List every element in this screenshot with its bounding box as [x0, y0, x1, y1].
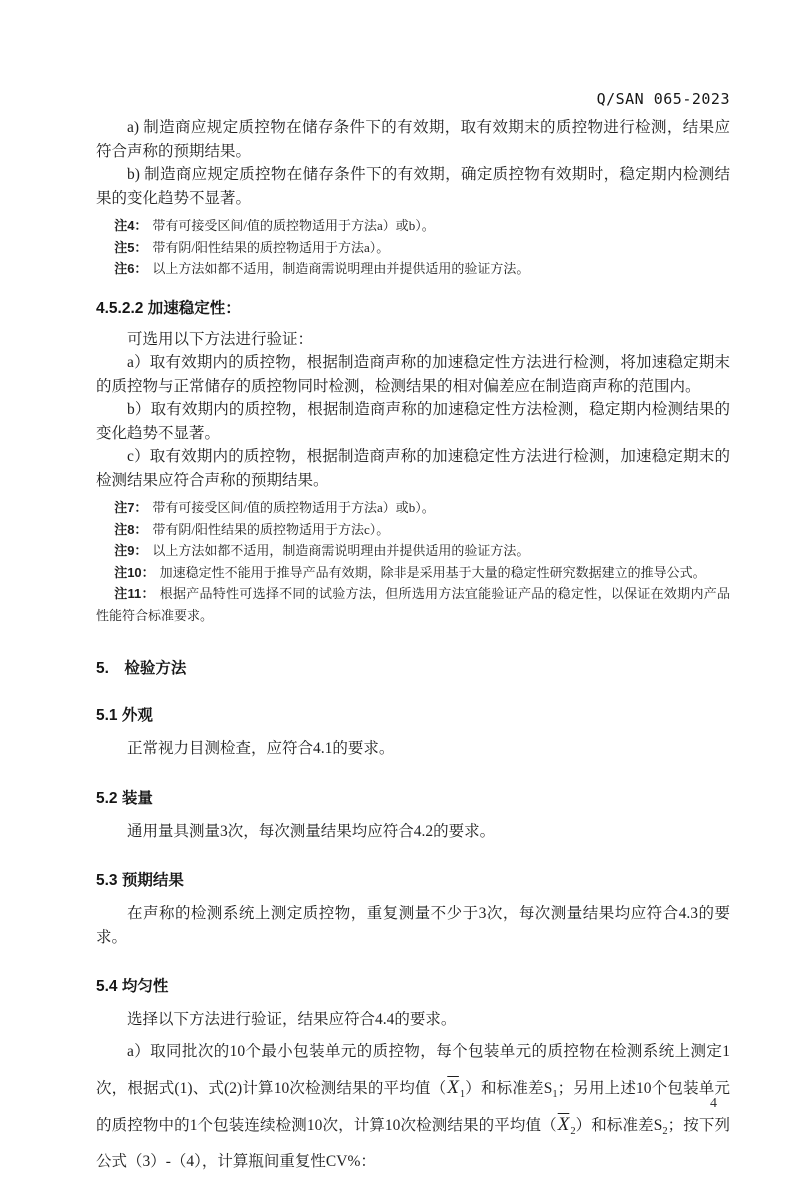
- formula-text-2: ）和标准差S: [465, 1079, 553, 1097]
- note-11-text: 根据产品特性可选择不同的试验方法，但所选用方法宜能验证产品的稳定性，以保证在效期内产品性能符合标准要求。: [96, 586, 730, 623]
- page-number: 4: [710, 1096, 717, 1111]
- clause-5-2-body: 通用量具测量3次，每次测量结果均应符合4.2的要求。: [127, 822, 496, 840]
- xbar-1-symbol: [446, 1076, 466, 1100]
- note-8-text: 带有阴/阳性结果的质控物适用于方法c）。: [152, 521, 390, 537]
- xbar-2-subscript: 2: [570, 1125, 576, 1137]
- clause-4521-item-b: b) 制造商应规定质控物在储存条件下的有效期，确定质控物有效期时，稳定期内检测结果的变化趋势不显著。: [96, 166, 730, 207]
- note-9-text: 以上方法如都不适用，制造商需说明理由并提供适用的验证方法。: [152, 543, 530, 558]
- page-header: [96, 90, 730, 108]
- formula-text-3: ；另用上述10个包装单元的质控物中的1个包装连续检测10次，计算10次检测结果的平均值（: [96, 1079, 730, 1134]
- notes-group-accelerated: [96, 497, 730, 626]
- note-6: [96, 258, 730, 280]
- clause-5-3-body: 在声称的检测系统上测定质控物，重复测量不少于3次，每次测量结果均应符合4.3的要求。: [96, 905, 730, 946]
- note-11: [96, 583, 730, 626]
- note-5: [96, 237, 730, 259]
- clause-4521-item-a: a) 制造商应规定质控物在储存条件下的有效期，取有效期末的质控物进行检测，结果应符合声称的预期结果。: [96, 119, 730, 160]
- note-8: [96, 519, 730, 541]
- heading-5-1: 5.1 外观: [96, 707, 153, 724]
- xbar-2-letter: $\overline{X}$: [557, 1113, 570, 1135]
- note-7-label: 注7：: [114, 500, 148, 515]
- xbar-2-symbol: [557, 1113, 576, 1137]
- note-4-text: 带有可接受区间/值的质控物适用于方法a）或b）。: [152, 218, 435, 233]
- xbar-1-letter: $\overline{X}$: [447, 1076, 459, 1098]
- clause-4522-item-c: c）取有效期内的质控物，根据制造商声称的加速稳定性方法进行检测，加速稳定期末的检测结果应符合声称的预期结果。: [96, 448, 730, 489]
- note-7-text: 带有可接受区间/值的质控物适用于方法a）或b）。: [152, 500, 435, 515]
- note-8-label: 注8：: [114, 521, 148, 537]
- note-7: [96, 497, 730, 519]
- note-9-label: 注9：: [114, 543, 148, 558]
- s1-subscript: 1: [552, 1088, 558, 1100]
- note-6-label: 注6：: [114, 261, 148, 276]
- note-4: [96, 215, 730, 237]
- clause-4522-item-b: b）取有效期内的质控物，根据制造商声称的加速稳定性方法检测，稳定期内检测结果的变化趋势不显著。: [96, 401, 730, 442]
- note-10-label: 注10：: [114, 564, 155, 580]
- note-6-text: 以上方法如都不适用，制造商需说明理由并提供适用的验证方法。: [152, 261, 530, 276]
- formula-text-4: ）和标准差S: [575, 1116, 663, 1134]
- doc-number: Q/SAN 065-2023: [596, 90, 730, 108]
- formula-text-1: a）取同批次的10个最小包装单元的质控物，每个包装单元的质控物在检测系统上测定1次，根据式(1)、式(2)计算10次检测结果的平均值（: [96, 1042, 730, 1097]
- clause-5-1-body: 正常视力目测检查，应符合4.1的要求。: [127, 740, 395, 757]
- note-4-label: 注4：: [114, 218, 148, 233]
- note-5-label: 注5：: [114, 239, 148, 255]
- document-content: [96, 90, 730, 1180]
- formula-text-5: ；按下列公式（3）-（4），计算瓶间重复性CV%：: [96, 1116, 730, 1170]
- notes-group-stability: [96, 215, 730, 280]
- note-10-text: 加速稳定性不能用于推导产品有效期，除非是采用基于大量的稳定性研究数据建立的推导公式。: [159, 564, 706, 580]
- clause-5-4-item-a: [96, 1034, 730, 1180]
- note-9: [96, 540, 730, 562]
- s2-subscript: 2: [662, 1125, 668, 1137]
- clause-4522-item-a: a）取有效期内的质控物，根据制造商声称的加速稳定性方法进行检测，将加速稳定期末的质控物与正常储存的质控物同时检测，检测结果的相对偏差应在制造商声称的范围内。: [96, 354, 730, 395]
- heading-4-5-2-2: 4.5.2.2 加速稳定性：: [96, 299, 241, 317]
- heading-5-3: 5.3 预期结果: [96, 872, 184, 889]
- clause-5-4-intro: 选择以下方法进行验证，结果应符合4.4的要求。: [127, 1011, 457, 1028]
- xbar-1-subscript: 1: [459, 1088, 466, 1100]
- heading-5-2: 5.2 装量: [96, 789, 153, 807]
- heading-5: 5. 检验方法: [96, 660, 187, 677]
- note-10: [96, 562, 730, 584]
- heading-5-4: 5.4 均匀性: [96, 978, 169, 995]
- note-11-label: 注11：: [114, 586, 155, 601]
- clause-4522-intro: 可选用以下方法进行验证：: [127, 330, 314, 348]
- note-5-text: 带有阴/阳性结果的质控物适用于方法a）。: [152, 239, 390, 255]
